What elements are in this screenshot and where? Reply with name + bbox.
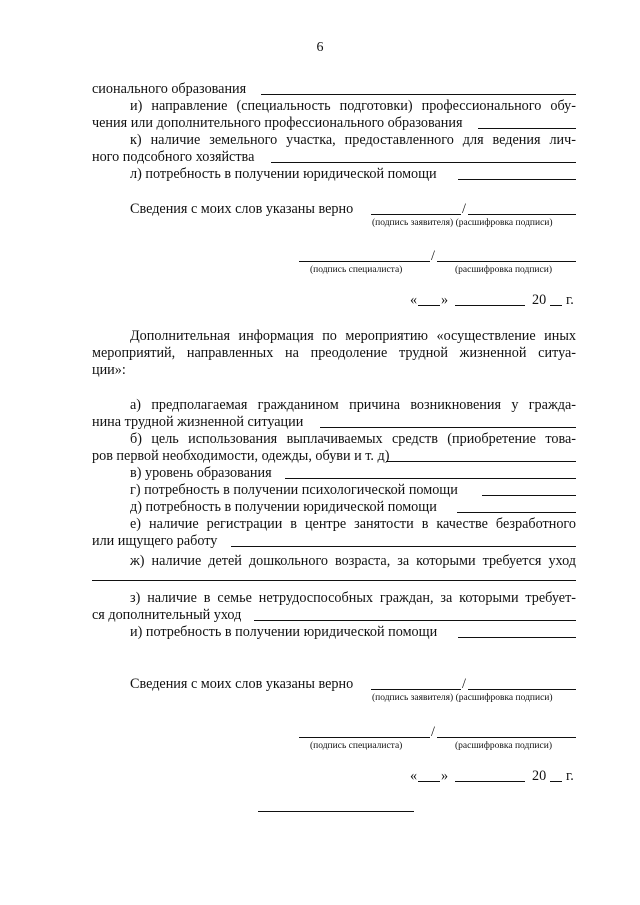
intro-line1: Дополнительная информация по мероприятию «осуществление иных xyxy=(130,328,576,344)
intro-line3: ции»: xyxy=(92,362,126,378)
date-year-line xyxy=(550,781,562,782)
fill-line xyxy=(457,512,576,513)
item-e-line1: е) наличие регистрации в центре занятости в качестве безработного xyxy=(130,516,576,532)
item-e-line2: или ищущего работу xyxy=(92,533,218,549)
fill-line xyxy=(482,495,576,496)
item-i: и) потребность в получении юридической помощи xyxy=(130,624,438,640)
item-b-line1: б) цель использования выплачиваемых средств (приобретение това- xyxy=(130,431,576,447)
item-z-line1: з) наличие в семье нетрудоспособных граждан, за которыми требует- xyxy=(130,590,576,606)
item-k-line2: ного подсобного хозяйства xyxy=(92,149,255,165)
fill-line xyxy=(254,620,576,621)
signature-statement: Сведения с моих слов указаны верно xyxy=(130,201,354,217)
date-month-line xyxy=(455,305,525,306)
fill-line xyxy=(261,94,576,95)
intro-line2: мероприятий, направленных на преодоление трудной жизненной ситуа- xyxy=(92,345,576,361)
item-i-line1: и) направление (специальность подготовки) профессионального обу- xyxy=(130,98,576,114)
applicant-caption: (подпись заявителя) (расшифровка подписи) xyxy=(372,693,553,703)
date-year: 20 xyxy=(532,768,547,784)
item-b-line2: ров первой необходимости, одежды, обуви и т. д) xyxy=(92,448,390,464)
fill-line xyxy=(285,478,576,479)
item-i-line2: чения или дополнительного профессионального образования xyxy=(92,115,463,131)
specialist-decode-caption: (расшифровка подписи) xyxy=(455,265,552,275)
applicant-signature-line xyxy=(371,214,461,215)
applicant-decode-line xyxy=(468,689,576,690)
fill-line xyxy=(320,427,576,428)
applicant-caption: (подпись заявителя) (расшифровка подписи) xyxy=(372,218,553,228)
date-suffix: г. xyxy=(566,292,574,308)
date-year: 20 xyxy=(532,292,547,308)
item-l: л) потребность в получении юридической помощи xyxy=(130,166,437,182)
specialist-sign-caption: (подпись специалиста) xyxy=(310,741,403,751)
applicant-signature-line xyxy=(371,689,461,690)
item-k-line1: к) наличие земельного участка, предоставленного для ведения лич- xyxy=(130,132,576,148)
date-year-line xyxy=(550,305,562,306)
fill-line xyxy=(458,179,576,180)
closing-line xyxy=(258,811,414,812)
item-g: г) потребность в получении психологической помощи xyxy=(130,482,458,498)
date-day-line xyxy=(418,781,440,782)
date-open: « xyxy=(410,292,418,308)
specialist-sign-caption: (подпись специалиста) xyxy=(310,265,403,275)
applicant-decode-line xyxy=(468,214,576,215)
item-v: в) уровень образования xyxy=(130,465,272,481)
fill-line xyxy=(478,128,576,129)
date-close: » xyxy=(441,292,449,308)
page-number: 6 xyxy=(316,40,324,55)
item-a-line2: нина трудной жизненной ситуации xyxy=(92,414,304,430)
fill-line xyxy=(458,637,576,638)
item-zh: ж) наличие детей дошкольного возраста, за которыми требуется уход xyxy=(130,553,576,569)
item-a-line1: а) предполагаемая гражданином причина возникновения у гражда- xyxy=(130,397,576,413)
item-z-line2: ся дополнительный уход xyxy=(92,607,242,623)
fill-line xyxy=(271,162,576,163)
slash: / xyxy=(431,724,435,740)
text-line: сионального образования xyxy=(92,81,247,97)
fill-line xyxy=(92,580,576,581)
date-day-line xyxy=(418,305,440,306)
slash: / xyxy=(462,201,466,217)
fill-line xyxy=(231,546,576,547)
slash: / xyxy=(462,676,466,692)
fill-line xyxy=(386,461,576,462)
date-close: » xyxy=(441,768,449,784)
specialist-signature-line xyxy=(299,261,430,262)
specialist-decode-line xyxy=(437,261,576,262)
item-d: д) потребность в получении юридической помощи xyxy=(130,499,437,515)
signature-statement: Сведения с моих слов указаны верно xyxy=(130,676,354,692)
date-suffix: г. xyxy=(566,768,574,784)
specialist-decode-caption: (расшифровка подписи) xyxy=(455,741,552,751)
specialist-decode-line xyxy=(437,737,576,738)
date-open: « xyxy=(410,768,418,784)
date-month-line xyxy=(455,781,525,782)
slash: / xyxy=(431,248,435,264)
specialist-signature-line xyxy=(299,737,430,738)
